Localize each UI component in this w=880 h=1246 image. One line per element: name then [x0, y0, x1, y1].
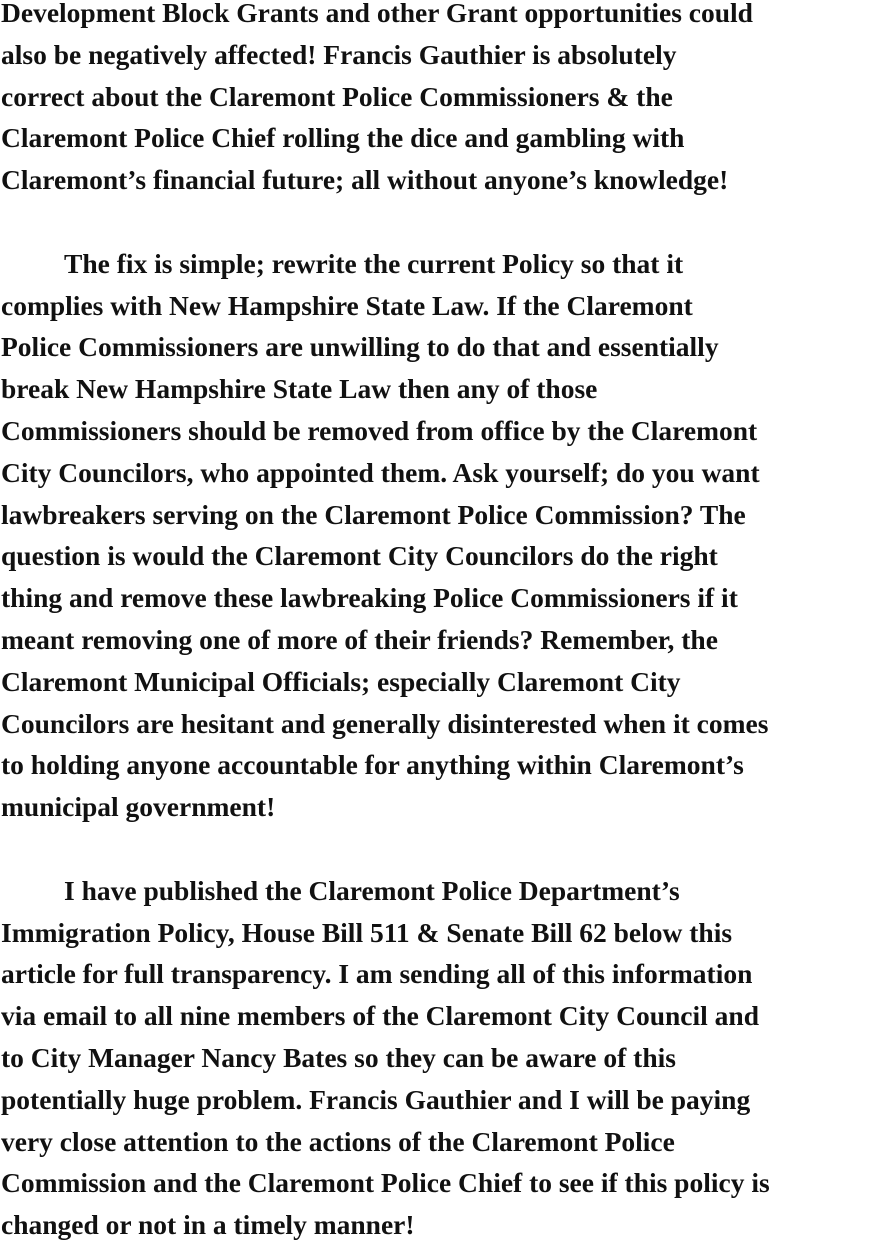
text-line: correct about the Claremont Police Commissioners & the	[1, 80, 673, 112]
text-line: Development Block Grants and other Grant opportunities could	[1, 0, 753, 28]
text-line: via email to all nine members of the Claremont City Council and	[1, 1000, 759, 1032]
text-line: Councilors are hesitant and generally disinterested when it comes	[1, 707, 769, 739]
text-line: question is would the Claremont City Councilors do the right	[1, 540, 718, 572]
text-line: article for full transparency. I am sending all of this information	[1, 958, 753, 990]
document-body	[1, 0, 880, 1246]
text-line: to City Manager Nancy Bates so they can be aware of this	[1, 1041, 676, 1073]
text-line: meant removing one of more of their friends? Remember, the	[1, 623, 718, 655]
text-line: Police Commissioners are unwilling to do that and essentially	[1, 331, 719, 363]
text-line: complies with New Hampshire State Law. If the Claremont	[1, 289, 693, 321]
text-line: Claremont Municipal Officials; especially Claremont City	[1, 665, 681, 697]
text-line: potentially huge problem. Francis Gauthier and I will be paying	[1, 1083, 751, 1115]
text-line: break New Hampshire State Law then any of those	[1, 373, 598, 405]
text-line: Claremont’s financial future; all without anyone’s knowledge!	[1, 164, 729, 196]
text-line: Commission and the Claremont Police Chief to see if this policy is	[1, 1167, 770, 1199]
paragraph	[1, 0, 880, 201]
text-line: also be negatively affected! Francis Gauthier is absolutely	[1, 38, 677, 70]
text-line: lawbreakers serving on the Claremont Police Commission? The	[1, 498, 746, 530]
text-line: thing and remove these lawbreaking Police Commissioners if it	[1, 582, 738, 614]
text-line: Claremont Police Chief rolling the dice and gambling with	[1, 122, 685, 154]
text-line: very close attention to the actions of the Claremont Police	[1, 1125, 675, 1157]
text-line: I have published the Claremont Police Department’s	[64, 874, 680, 906]
text-line: to holding anyone accountable for anything within Claremont’s	[1, 749, 744, 781]
paragraph	[1, 243, 880, 828]
paragraph-spacer	[1, 201, 880, 243]
paragraph	[1, 870, 880, 1246]
text-line: municipal government!	[1, 791, 276, 823]
text-line: The fix is simple; rewrite the current Policy so that it	[64, 247, 684, 279]
text-line: City Councilors, who appointed them. Ask yourself; do you want	[1, 456, 760, 488]
text-line: Commissioners should be removed from office by the Claremont	[1, 414, 758, 446]
text-line: changed or not in a timely manner!	[1, 1209, 415, 1241]
text-line: Immigration Policy, House Bill 511 & Senate Bill 62 below this	[1, 916, 733, 948]
paragraph-spacer	[1, 828, 880, 870]
